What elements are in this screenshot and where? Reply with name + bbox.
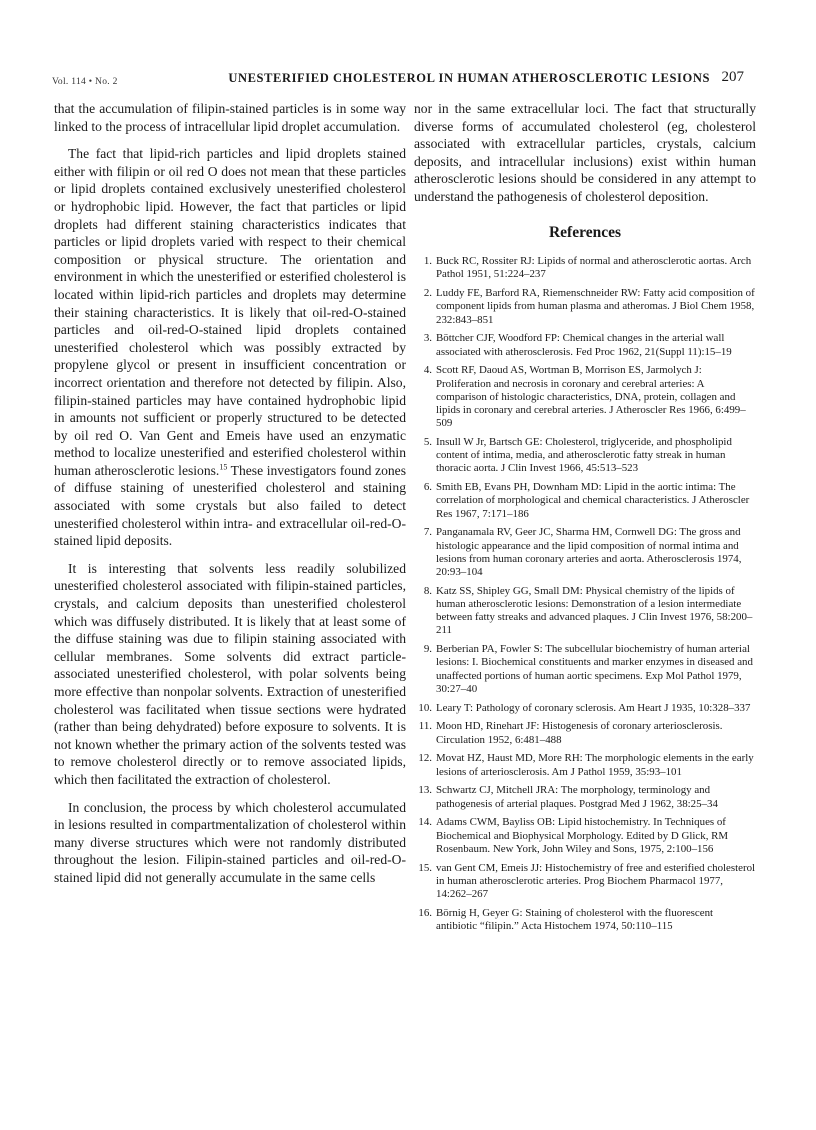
citation-superscript: 15 bbox=[219, 462, 228, 472]
reference-item bbox=[414, 481, 756, 521]
reference-item bbox=[414, 862, 756, 902]
paragraph-text-continued: These investigators found zones of diffuse staining of unesterified cholesterol and staining associated with some crystals but also failed to detect unesterified cholesterol within intra- and extracellular oil-red-O-stained lipid deposits. bbox=[54, 462, 406, 549]
reference-text: Katz SS, Shipley GG, Small DM: Physical chemistry of the lipids of human atherosclerotic lesions: Demonstration of a lesion intermediate between fatty streaks and advanced plaques. J Clin Invest 1976, 58:200–211 bbox=[436, 584, 753, 637]
reference-text: Berberian PA, Fowler S: The subcellular biochemistry of human arterial lesions: I. Biochemical constituents and marker enzymes in diseased and unaffected portions of human aortic specimens. Exp Mol Pathol 1979, 30:27–40 bbox=[436, 643, 753, 695]
reference-text: Scott RF, Daoud AS, Wortman B, Morrison ES, Jarmolych J: Proliferation and necrosis in coronary and cerebral arteries: A comparison of histologic characteristics, DNA, protein, collagen and lipids in coronary and cerebral arteries. J Atheroscler Res 1966, 6:499–509 bbox=[436, 364, 746, 430]
reference-text: Smith EB, Evans PH, Downham MD: Lipid in the aortic intima: The correlation of morphological and chemical characteristics. J Atheroscler Res 1967, 7:171–186 bbox=[436, 481, 750, 520]
volume-issue: Vol. 114 • No. 2 bbox=[52, 77, 118, 87]
reference-number: 7. bbox=[423, 526, 432, 539]
reference-text: Leary T: Pathology of coronary sclerosis. Am Heart J 1935, 10:328–337 bbox=[436, 701, 751, 714]
reference-number: 1. bbox=[423, 255, 432, 268]
reference-text: Moon HD, Rinehart JF: Histogenesis of coronary arteriosclerosis. Circulation 1952, 6:481–488 bbox=[436, 720, 723, 746]
reference-item bbox=[414, 752, 756, 778]
references-heading: References bbox=[548, 223, 621, 241]
references-list bbox=[414, 255, 756, 933]
reference-text: Schwartz CJ, Mitchell JRA: The morphology, terminology and pathogenesis of arterial plaques. Postgrad Med J 1962, 38:25–34 bbox=[436, 784, 718, 810]
page-header bbox=[52, 70, 744, 92]
body-paragraph: that the accumulation of filipin-stained particles is in some way linked to the process of intracellular lipid droplet accumulation. bbox=[54, 101, 406, 134]
reference-text: Böttcher CJF, Woodford FP: Chemical changes in the arterial wall associated with atherosclerosis. Fed Proc 1962, 21(Suppl 11):15–19 bbox=[436, 332, 732, 358]
reference-item bbox=[414, 784, 756, 810]
right-column bbox=[414, 100, 756, 939]
reference-number: 6. bbox=[423, 481, 432, 494]
reference-item bbox=[414, 907, 756, 933]
reference-number: 16. bbox=[418, 906, 432, 919]
body-paragraph: nor in the same extracellular loci. The fact that structurally diverse forms of accumulated cholesterol (eg, cholesterol associated with extracellular particles, crystals, calcium deposits, and intracellular inclusions) exist within human atherosclerotic lesions should be considered in any attempt to understand the pathogenesis of cholesterol deposition. bbox=[414, 101, 756, 204]
reference-number: 10. bbox=[418, 701, 432, 714]
reference-text: Börnig H, Geyer G: Staining of cholesterol with the fluorescent antibiotic “filipin.” Acta Histochem 1974, 50:110–115 bbox=[436, 906, 714, 932]
reference-item bbox=[414, 585, 756, 638]
running-title: UNESTERIFIED CHOLESTEROL IN HUMAN ATHEROSCLEROTIC LESIONS bbox=[228, 71, 710, 85]
reference-item bbox=[414, 526, 756, 579]
reference-number: 8. bbox=[423, 584, 432, 597]
body-paragraph bbox=[54, 145, 406, 550]
left-column bbox=[54, 100, 406, 897]
reference-item bbox=[414, 436, 756, 476]
page-number: 207 bbox=[721, 69, 744, 85]
reference-item bbox=[414, 332, 756, 358]
reference-text: Panganamala RV, Geer JC, Sharma HM, Cornwell DG: The gross and histologic appearance and the lipid composition of normal intima and lesions from human coronary arteries and aorta. Atherosclerosis 1974, 20:93–104 bbox=[436, 526, 742, 578]
reference-item bbox=[414, 816, 756, 856]
reference-number: 2. bbox=[423, 287, 432, 300]
body-paragraph: It is interesting that solvents less readily solubilized unesterified cholesterol associated with filipin-stained particles, crystals, and calcium deposits than unesterified cholesterol which was diffusely distributed. It is likely that at least some of the diffuse staining was due to filipin staining associated with cellular membranes. Some solvents did extract particle-associated unesterified cholesterol, with polar solvents being more effective than nonpolar solvents. Extraction of unesterified cholesterol was facilitated when tissue sections were hydrated (rather than being dehydrated) before exposure to solvents. It is not known whether the primary action of the solvents tested was to remove cholesterol directly or to remove associated lipids, which then facilitated the extraction of cholesterol. bbox=[54, 560, 406, 787]
reference-number: 5. bbox=[423, 435, 432, 448]
reference-text: Luddy FE, Barford RA, Riemenschneider RW: Fatty acid composition of component lipids from human plasma and atheromas. J Biol Chem 1958, 232:843–851 bbox=[436, 287, 755, 326]
reference-item bbox=[414, 287, 756, 327]
reference-text: Adams CWM, Bayliss OB: Lipid histochemistry. In Techniques of Biochemical and Biophysical Morphology. Edited by D Glick, RM Rosenbaum. New York, John Wiley and Sons, 1975, 2:100–156 bbox=[436, 816, 729, 855]
reference-item bbox=[414, 702, 756, 715]
reference-number: 4. bbox=[423, 364, 432, 377]
reference-number: 12. bbox=[418, 752, 432, 765]
reference-number: 11. bbox=[418, 720, 432, 733]
body-paragraph: In conclusion, the process by which cholesterol accumulated in lesions resulted in compartmentalization of cholesterol within many diverse structures which were not randomly distributed throughout the lesion. Filipin-stained particles and oil-red-O-stained lipid did not generally accumulate in the same cells bbox=[54, 799, 406, 885]
reference-number: 14. bbox=[418, 816, 432, 829]
reference-text: Buck RC, Rossiter RJ: Lipids of normal and atherosclerotic aortas. Arch Pathol 1951, 51:224–237 bbox=[436, 255, 752, 281]
paragraph-text: The fact that lipid-rich particles and lipid droplets stained either with filipin or oil red O does not mean that these particles or lipid droplets contained exclusively unesterified cholesterol or hydrophobic lipid. However, the fact that particles or lipid droplets had different staining characteristics indicates that particles or lipid droplets varied with respect to their chemical composition or physical structure. The orientation and environment in which the unesterified or esterified cholesterol is located within lipid-rich particles and droplets may determine their staining characteristics. It is likely that oil-red-O-stained particles and oil-red-O-stained lipid droplets contained unesterified cholesterol which was possibly extracted by propylene glycol or present in insufficient concentration or incorrect orientation and therefore not detected by filipin. Also, filipin-stained particles may have contained hydrophobic lipid in amounts not sufficient or properly structured to be detected by oil red O. Van Gent and Emeis have used an enzymatic method to localize unesterified and esterified cholesterol within human atherosclerotic lesions. bbox=[54, 146, 406, 478]
reference-number: 13. bbox=[418, 784, 432, 797]
reference-number: 9. bbox=[423, 643, 432, 656]
reference-item bbox=[414, 364, 756, 430]
reference-number: 15. bbox=[418, 861, 432, 874]
reference-text: van Gent CM, Emeis JJ: Histochemistry of free and esterified cholesterol in human atherosclerotic arteries. Prog Biochem Pharmacol 1977, 14:262–267 bbox=[436, 861, 756, 900]
reference-text: Movat HZ, Haust MD, More RH: The morphologic elements in the early lesions of arteriosclerosis. Am J Pathol 1959, 35:93–101 bbox=[436, 752, 754, 778]
reference-text: Insull W Jr, Bartsch GE: Cholesterol, triglyceride, and phospholipid content of intima, media, and atherosclerotic fatty streak in human thoracic aorta. J Clin Invest 1966, 45:513–523 bbox=[436, 435, 732, 475]
reference-item bbox=[414, 720, 756, 746]
reference-item bbox=[414, 255, 756, 281]
reference-item bbox=[414, 643, 756, 696]
reference-number: 3. bbox=[423, 332, 432, 345]
